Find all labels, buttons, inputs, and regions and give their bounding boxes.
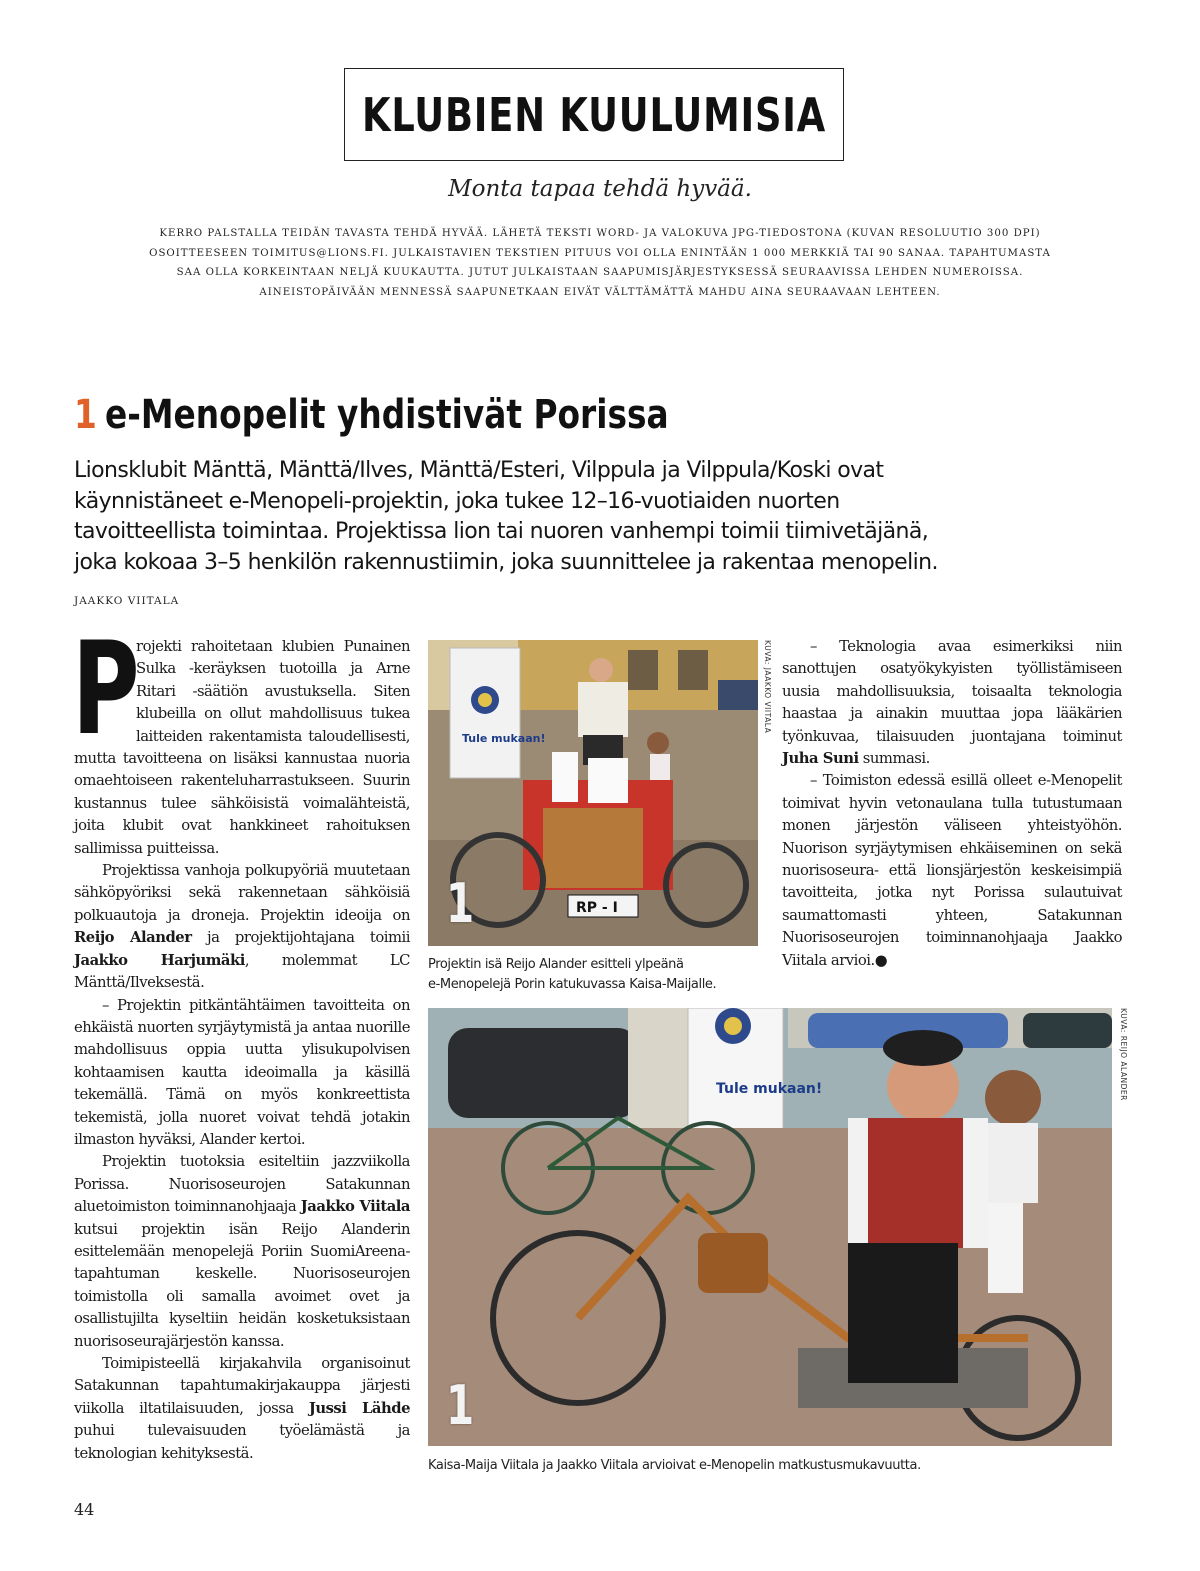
person-name: Jaakko Viitala: [300, 1198, 411, 1216]
lead-line: joka kokoaa 3–5 henkilön rakennustiimin, joka suunnittelee ja rakentaa menopelin.: [74, 549, 938, 575]
person-name: Reijo Alander: [74, 929, 192, 947]
photo-viitala-trike: [428, 1008, 1112, 1446]
paragraph-text: kutsui projektin isän Reijo Alanderin esittelemään menopelejä Poriin SuomiAreena-tapahtuman keskelle. Nuorisoseurojen toimistolla oli samalla avoimet ovet ja osallistujilta kyseltiin heidän kosketuksistaan nuorisoseurajärjestön kanssa.: [74, 1220, 410, 1350]
intro-line: SAA OLLA KORKEINTAAN NELJÄ KUUKAUTTA. JUTUT JULKAISTAAN SAAPUMISJÄRJESTYKSESSÄ SEURAAVISSA LEHDEN NUMEROISSA.: [176, 267, 1024, 278]
photo-credit: KUVA: REIJO ALANDER: [1119, 1008, 1128, 1101]
lead-line: Lionsklubit Mänttä, Mänttä/Ilves, Mänttä/Esteri, Vilppula ja Vilppula/Koski ovat: [74, 458, 884, 483]
page-number: 44: [74, 1500, 95, 1519]
article-column-1: [72, 615, 411, 1465]
caption-line: e-Menopelejä Porin katukuvassa Kaisa-Maijalle.: [428, 977, 717, 992]
paragraph-text: – Toimiston edessä esillä olleet e-Menopelit toimivat hyvin vetonaulana tulla tutustumaan monen järjestön väliseen yhteistyöhön. Nuorison syrjäytymisen ehkäiseminen on sekä nuorisoseura- että lionsjärjestön keskeisimpiä tavoitteita, jotka nyt Porissa sulautuivat saumattomasti yhteen, Satakunnan Nuorisoseurojen toiminnanohjaaja Jaakko Viitala arvioi.: [782, 772, 1122, 969]
intro-line: KERRO PALSTALLA TEIDÄN TAVASTA TEHDÄ HYVÄÄ. LÄHETÄ TEKSTI WORD- JA VALOKUVA JPG-TIEDOSTONA (KUVAN RESOLUUTIO 300 DPI): [159, 228, 1041, 239]
section-title: KLUBIEN KUULUMISIA: [361, 87, 827, 142]
intro-line: AINEISTOPÄIVÄÄN MENNESSÄ SAAPUNETKAAN EIVÄT VÄLTTÄMÄTTÄ MAHDU AINA SEURAAVAAN LEHTEEN.: [259, 286, 941, 298]
drop-cap: P: [72, 615, 140, 764]
paragraph: – Projektin pitkäntähtäimen tavoitteita on ehkäistä nuorten syrjäytymistä ja antaa nuorille mahdollisuus oppia uutta ylisukupolvisen kohtaamisen kautta ideoimalla ja käsillä tekemällä. Tämä on myös konkreettista tekemistä, jolla nuoret voivat tehdä jotakin ilmaston hyväksi, Alander kertoi.: [74, 996, 410, 1148]
banner-text: Tule mukaan!: [462, 732, 546, 745]
paragraph-text: , molemmat LC Mänttä/Ilveksestä.: [74, 951, 410, 992]
end-mark: ●: [874, 951, 888, 969]
photo-alander-car: [428, 640, 758, 946]
section-title-box: [344, 68, 844, 161]
photo-caption: [428, 955, 768, 995]
photo-credit: KUVA: JAAKKO VIITALA: [763, 640, 772, 734]
paragraph: [74, 1151, 410, 1353]
paragraph-text: Projektissa vanhoja polkupyöriä muutetaan sähköpyöriksi sekä rakennetaan sähköisiä polkuautoja ja droneja. Projektin ideoija on: [74, 862, 410, 924]
paragraph-text: Toimipisteellä kirjakahvila organisoinut Satakunnan tapahtumakirjakauppa järjesti viikolla iltatilaisuuden, jossa: [74, 1355, 410, 1417]
paragraph-text: Projektin tuotoksia esiteltiin jazzviikolla Porissa. Nuorisoseurojen Satakunnan aluetoimiston toiminnanohjaaja: [74, 1153, 410, 1216]
banner-text: Tule mukaan!: [716, 1081, 823, 1097]
paragraph-text: – Teknologia avaa esimerkiksi niin sanottujen osatyökykyisten työllistämiseen uusia mahdollisuuksia, toisaalta teknologia haastaa ja ainakin muuttaa jopa lääkärien työnkuvaa, tilaisuuden juontajana toiminut: [782, 638, 1122, 745]
person-name: Juha Suni: [782, 750, 859, 768]
person-name: Jussi Lähde: [308, 1399, 410, 1417]
photo-2-illustration: [428, 1008, 1112, 1446]
article-lead: [74, 456, 974, 578]
paragraph: [74, 860, 410, 994]
photo-number: 1: [446, 1374, 475, 1437]
caption-line: Projektin isä Reijo Alander esitteli ylpeänä: [428, 957, 684, 972]
license-plate: RP - I: [576, 900, 618, 916]
paragraph-text: puhui tulevaisuuden työelämästä ja teknologian kehityksestä.: [74, 1422, 410, 1462]
article-title: e-Menopelit yhdistivät Porissa: [105, 392, 669, 438]
caption-line: Kaisa-Maija Viitala ja Jaakko Viitala arvioivat e-Menopelin matkustusmukavuutta.: [428, 1458, 921, 1473]
photo-1-illustration: [428, 640, 758, 946]
paragraph: [782, 770, 1122, 972]
paragraph-text: ja projektijohtajana toimii: [191, 929, 410, 947]
article-number: 1: [74, 392, 97, 438]
article-column-3: [782, 636, 1122, 972]
article-headline: [74, 392, 669, 438]
photo-number: 1: [446, 872, 475, 935]
intro-line: OSOITTEESEEN TOIMITUS@LIONS.FI. JULKAISTAVIEN TEKSTIEN PITUUS VOI OLLA ENINTÄÄN 1 000 MERKKIÄ TAI 90 SANAA. TAPAHTUMASTA: [149, 247, 1051, 259]
paragraph: [782, 636, 1122, 770]
article-author: JAAKKO VIITALA: [74, 595, 180, 607]
paragraph-text: summasi.: [858, 750, 930, 768]
section-subtitle: Monta tapaa tehdä hyvää.: [448, 176, 752, 202]
lead-line: tavoitteellista toimintaa. Projektissa lion tai nuoren vanhempi toimii tiimivetäjänä,: [74, 519, 929, 544]
paragraph: [72, 615, 410, 860]
person-name: Jaakko Harjumäki: [74, 951, 245, 969]
lead-line: käynnistäneet e-Menopeli-projektin, joka tukee 12–16-vuotiaiden nuorten: [74, 488, 840, 514]
paragraph: [74, 1353, 410, 1465]
photo-caption: [428, 1456, 1128, 1476]
section-intro: [110, 224, 1090, 302]
paragraph-text: rojekti rahoitetaan klubien Punainen Sulka -keräyksen tuotoilla ja Arne Ritari -säätiön avustuksella. Siten klubeilla on ollut mahdollisuus tukea laitteiden rakentamista taloudellisesti, mutta tavoitteena on lisäksi kannustaa nuoria omaehtoiseen rakenteluharrastukseen. Suurin kustannus tulee sähköisistä voimalähteistä, joita klubit ovat hankkineet rahoituksen sallimissa puitteissa.: [74, 638, 410, 857]
